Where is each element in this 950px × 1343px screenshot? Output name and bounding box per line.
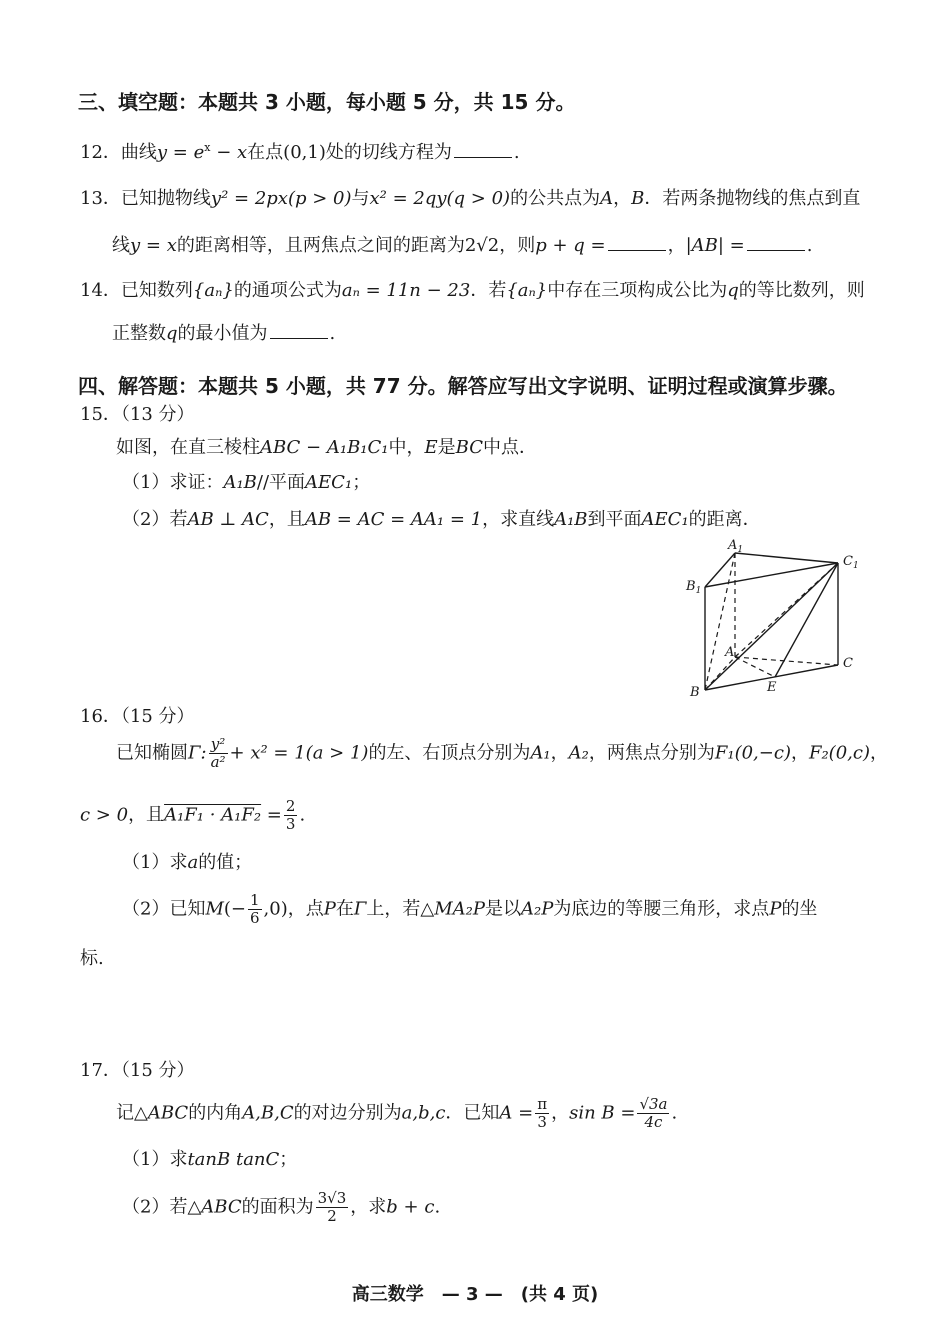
q17-fraction-2: $\frac{√3a}{4c}$ xyxy=(639,1095,668,1131)
q12-number: 12． xyxy=(80,142,121,163)
q15-stem-a: 如图，在直三棱柱 xyxy=(116,437,260,458)
q17-angles: A,B,C xyxy=(242,1102,294,1124)
q16-text-l2c: . xyxy=(299,804,306,826)
q17-fraction-1: $\frac{\pi}{3}$ xyxy=(537,1095,548,1131)
q17-text-c: 的对边分别为 xyxy=(293,1102,402,1124)
q13-point-b: B xyxy=(631,188,645,209)
q16-f1: F₁(0,−c) xyxy=(714,742,791,764)
q17-p1b: tanB tanC xyxy=(187,1149,280,1170)
q16-m: M xyxy=(205,898,224,920)
q16-p-2: P xyxy=(769,898,782,920)
q17-p2f: . xyxy=(434,1196,441,1218)
q15-segment-bc: BC xyxy=(455,437,483,458)
q14-sequence: {aₙ} xyxy=(192,280,234,301)
q16-gamma-2: Γ xyxy=(353,898,367,920)
q13-text-d: ．若两条抛物线的焦点到直 xyxy=(644,188,861,209)
q16-a2: A₂ xyxy=(568,742,589,764)
q15-prism: ABC − A₁B₁C₁ xyxy=(260,437,389,458)
page-footer: 高三数学 — 3 — (共 4 页) xyxy=(351,1284,599,1305)
question-14-line-1 xyxy=(80,276,865,302)
q15-part-1 xyxy=(122,468,370,494)
q17-p2c: 的面积为 xyxy=(241,1196,314,1218)
segment-e-c1 xyxy=(775,563,838,677)
q17-sides: a,b,c xyxy=(401,1102,446,1124)
q16-m-open: (− xyxy=(223,898,246,920)
section-3-title: 三、填空题：本题共 3 小题，每小题 5 分，共 15 分。 xyxy=(78,90,576,114)
q16-text-c: ，两焦点分别为 xyxy=(588,742,715,764)
label-e: E xyxy=(767,680,777,695)
q13-pq: p + q = xyxy=(535,235,606,256)
q13-text-l2a: 线 xyxy=(112,235,130,256)
q12-curve-tail: − x xyxy=(210,142,248,163)
q15-p2d: AB = AC = AA₁ = 1 xyxy=(304,509,483,530)
q12-exponent: x xyxy=(204,141,211,154)
q16-p2b: ，点 xyxy=(287,898,324,920)
section-4-title: 四、解答题：本题共 5 小题，共 77 分。解答应写出文字说明、证明过程或演算步骤。 xyxy=(78,374,848,398)
label-c: C xyxy=(843,656,853,671)
q16-fraction-3: $\frac{1}{6}$ xyxy=(250,891,260,927)
edge-a-c xyxy=(735,657,838,665)
label-b: B xyxy=(690,685,700,700)
q16-p1a: （1）求 xyxy=(122,852,188,873)
q16-text-a: 已知椭圆 xyxy=(116,742,188,764)
q17-header: 17．（15 分） xyxy=(80,1060,195,1081)
q15-point-e: E xyxy=(424,437,438,458)
q14-text-d: 中存在三项构成公比为 xyxy=(547,280,728,301)
q12-answer-blank[interactable] xyxy=(454,143,512,158)
q14-q2: q xyxy=(166,323,178,344)
q17-triangle: △ABC xyxy=(134,1102,189,1124)
q13-parabola-1: y² = 2px(p > 0) xyxy=(210,188,352,209)
segment-a-c1 xyxy=(735,563,838,657)
q14-answer-blank[interactable] xyxy=(270,324,328,339)
question-14-line-2 xyxy=(112,319,335,345)
q17-part-2 xyxy=(122,1190,440,1225)
q16-comma-2: ， xyxy=(790,742,809,764)
q17-text-d: ．已知 xyxy=(445,1102,500,1124)
q15-p2c: ，且 xyxy=(268,509,305,530)
q15-stem-d: 中点． xyxy=(483,437,537,458)
q16-p2d: 上，若 xyxy=(366,898,421,920)
q17-line-1 xyxy=(116,1096,677,1131)
q17-text-a: 记 xyxy=(116,1102,134,1124)
q13-line: y = x xyxy=(130,235,177,256)
q13-text-a: 已知抛物线 xyxy=(120,188,211,209)
q16-line-1 xyxy=(116,736,888,771)
q15-p1c: //平面 xyxy=(256,472,306,493)
q16-eq2: = xyxy=(261,804,282,826)
q13-comma: ， xyxy=(613,188,632,209)
q15-header: 15．（13 分） xyxy=(80,404,195,425)
q13-text-l2b: 的距离相等，且两焦点之间的距离为 xyxy=(176,235,465,256)
q17-comma: ， xyxy=(551,1102,570,1124)
q15-p2f: A₁B xyxy=(554,509,588,530)
q14-text-c: ．若 xyxy=(470,280,507,301)
q15-p1a: （1）求证： xyxy=(122,472,224,493)
q16-p1b: a xyxy=(187,852,199,873)
q16-line-4: 标. xyxy=(80,948,104,969)
q16-p2e: 是以 xyxy=(484,898,521,920)
q14-text-l2: 正整数 xyxy=(112,323,166,344)
q13-end: . xyxy=(806,235,813,256)
q13-answer-blank-1[interactable] xyxy=(608,236,666,251)
q17-fraction-3: $\frac{3√3}{2}$ xyxy=(317,1189,347,1225)
q14-formula: aₙ = 11n − 23 xyxy=(341,280,471,301)
q13-answer-blank-2[interactable] xyxy=(747,236,805,251)
q16-part-1 xyxy=(122,848,252,874)
q16-fraction-2: $\frac{2}{3}$ xyxy=(285,797,296,833)
q15-p2h: AEC₁ xyxy=(641,509,689,530)
q12-text-c: 处的切线方程为 xyxy=(325,142,452,163)
q15-part-2 xyxy=(122,505,761,531)
q16-text-l2b: ，且 xyxy=(128,804,165,826)
q16-comma-1: ， xyxy=(550,742,569,764)
q15-p1e: ； xyxy=(352,472,371,493)
q17-text-b: 的内角 xyxy=(188,1102,243,1124)
q16-base: A₂P xyxy=(520,898,554,920)
q13-point-a: A xyxy=(600,188,614,209)
q14-q: q xyxy=(727,280,739,301)
q15-p2a: （2）若 xyxy=(122,509,188,530)
q16-equation: + x² = 1(a > 1) xyxy=(229,742,369,764)
segment-a-e xyxy=(735,657,775,677)
q16-p: P xyxy=(323,898,336,920)
q14-end: . xyxy=(329,323,336,344)
q16-p2a: （2）已知 xyxy=(122,898,206,920)
question-13-line-2 xyxy=(112,231,813,257)
q16-p1c: 的值； xyxy=(198,852,253,873)
q14-text-e: 的等比数列，则 xyxy=(738,280,865,301)
segment-b-c1 xyxy=(705,563,838,690)
q15-stem-c: 是 xyxy=(437,437,456,458)
q16-p2f: 为底边的等腰三角形，求点 xyxy=(553,898,770,920)
q17-end: . xyxy=(671,1102,678,1124)
prism-figure xyxy=(680,535,870,705)
q15-p2i: 的距离． xyxy=(688,509,761,530)
q16-p2c: 在 xyxy=(335,898,354,920)
q13-parabola-2: x² = 2qy(q > 0) xyxy=(369,188,511,209)
q13-text-c: 的公共点为 xyxy=(510,188,601,209)
q17-p1c: ； xyxy=(279,1149,298,1170)
q17-a-eq: A = xyxy=(499,1102,534,1124)
q12-curve: y = e xyxy=(156,142,205,163)
q16-triangle: △MA₂P xyxy=(420,898,485,920)
q15-stem-b: 中， xyxy=(388,437,425,458)
q16-a1: A₁ xyxy=(530,742,551,764)
label-b1: $B_1$ xyxy=(686,579,702,596)
q13-number: 13． xyxy=(80,188,121,209)
edge-b1-c1 xyxy=(705,563,838,587)
q17-p2d: ，求 xyxy=(350,1196,387,1218)
q16-c-positive: c > 0 xyxy=(80,804,129,826)
q14-text-b: 的通项公式为 xyxy=(233,280,342,301)
q16-header: 16．（15 分） xyxy=(80,706,195,727)
q16-p2g: 的坐 xyxy=(781,898,818,920)
q13-ab: |AB| = xyxy=(685,235,745,256)
edge-a1-c1 xyxy=(735,553,838,563)
q16-m-close: ,0) xyxy=(263,898,288,920)
q17-part-1 xyxy=(122,1145,297,1171)
q15-p2b: AB ⊥ AC xyxy=(187,509,269,530)
q16-gamma: Γ: xyxy=(188,742,207,764)
q14-sequence-2: {aₙ} xyxy=(506,280,548,301)
question-13-line-1 xyxy=(80,184,860,210)
q16-fraction-1: $\frac{\text{y²}}{\text{a²}}$ xyxy=(210,735,226,771)
q13-distance: 2√2 xyxy=(464,235,500,256)
q14-number: 14． xyxy=(80,280,121,301)
q16-line-2 xyxy=(80,798,305,833)
q15-p1b: A₁B xyxy=(223,472,257,493)
label-a: A xyxy=(725,645,735,660)
q15-p2e: ，求直线 xyxy=(482,509,555,530)
q14-text-l2b: 的最小值为 xyxy=(177,323,268,344)
q16-comma-3: ， xyxy=(869,742,888,764)
q17-sinb: sin B = xyxy=(569,1102,636,1124)
q16-text-b: 的左、右顶点分别为 xyxy=(368,742,531,764)
q16-vector-product: A₁F₁ · A₁F₂ xyxy=(164,804,262,826)
segment-a1-b xyxy=(705,553,735,690)
q15-stem xyxy=(116,433,537,459)
q16-part-2 xyxy=(122,892,817,927)
q14-text-a: 已知数列 xyxy=(120,280,193,301)
q13-text-b: 与 xyxy=(351,188,370,209)
q13-text-l2c: ，则 xyxy=(499,235,536,256)
q12-point: (0,1) xyxy=(283,142,326,163)
label-a1: $A_1$ xyxy=(728,538,744,555)
q12-text-b: 在点 xyxy=(247,142,284,163)
label-c1: $C_1$ xyxy=(843,554,859,571)
q17-p1a: （1）求 xyxy=(122,1149,188,1170)
q16-f2: F₂(0,c) xyxy=(808,742,870,764)
q15-p2g: 到平面 xyxy=(587,509,642,530)
q17-p2e: b + c xyxy=(386,1196,435,1218)
q15-p1d: AEC₁ xyxy=(305,472,353,493)
q13-text-l2d: ， xyxy=(667,235,686,256)
q12-text: 曲线 xyxy=(120,142,157,163)
q17-p2a: （2）若 xyxy=(122,1196,188,1218)
q17-p2b: △ABC xyxy=(187,1196,242,1218)
question-12 xyxy=(80,138,520,164)
q12-end: . xyxy=(513,142,520,163)
